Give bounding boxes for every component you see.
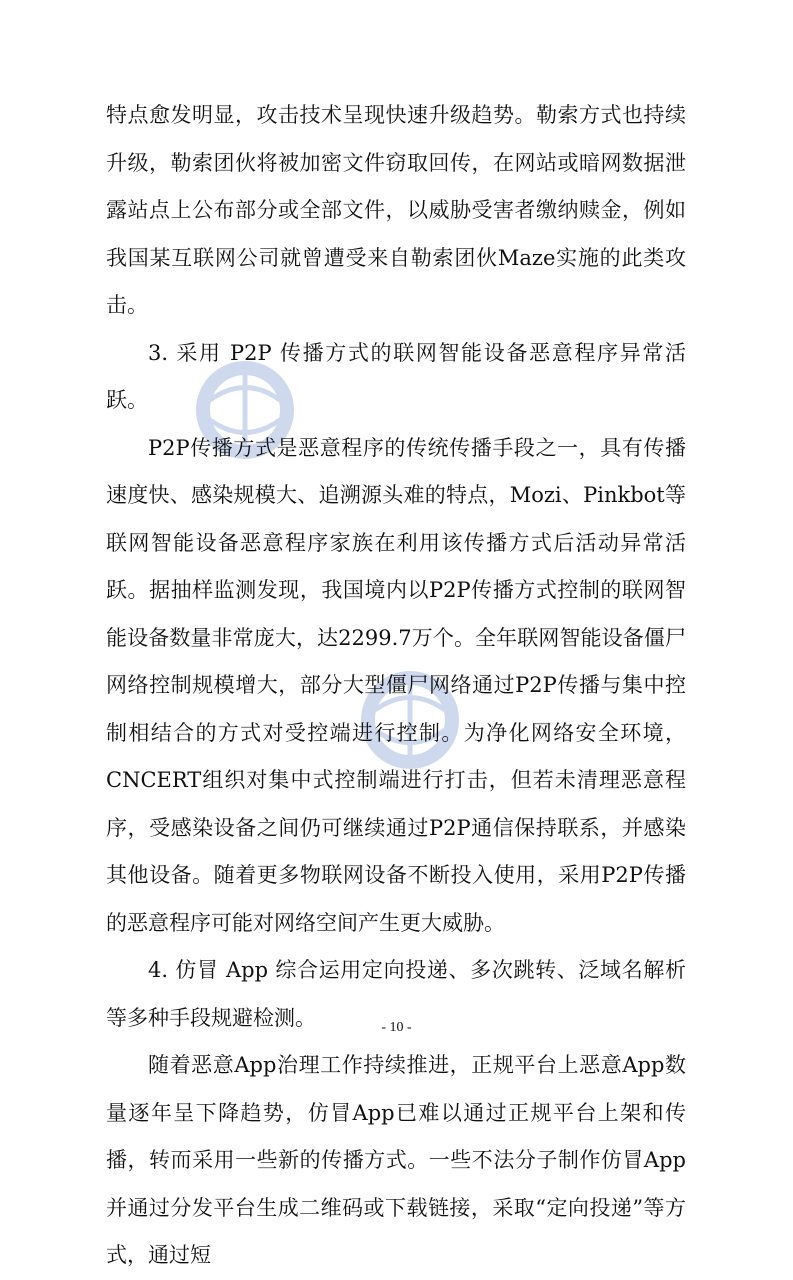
document-body [106,92,686,1280]
paragraph-2: P2P传播方式是恶意程序的传统传播手段之一，具有传播速度快、感染规模大、追溯源头难的特点，Mozi、Pinkbot等联网智能设备恶意程序家族在利用该传播方式后活动异常活跃。据抽样监测发现，我国境内以P2P传播方式控制的联网智能设备数量非常庞大，达2299.7万个。全年联网智能设备僵尸网络控制规模增大，部分大型僵尸网络通过P2P传播与集中控制相结合的方式对受控端进行控制。为净化网络安全环境，CNCERT组织对集中式控制端进行打击，但若未清理恶意程序，受感染设备之间仍可继续通过P2P通信保持联系，并感染其他设备。随着更多物联网设备不断投入使用，采用P2P传播的恶意程序可能对网络空间产生更大威胁。 [106,435,686,935]
section-heading-3: 3. 采用 P2P 传播方式的联网智能设备恶意程序异常活跃。 [106,340,686,412]
paragraph-1: 特点愈发明显，攻击技术呈现快速升级趋势。勒索方式也持续升级，勒索团伙将被加密文件窃取回传，在网站或暗网数据泄露站点上公布部分或全部文件，以威胁受害者缴纳赎金，例如我国某互联网公司就曾遭受来自勒索团伙Maze实施的此类攻击。 [106,103,686,317]
page-number: - 10 - [381,1020,412,1035]
paragraph-3: 随着恶意App治理工作持续推进，正规平台上恶意App数量逐年呈下降趋势，仿冒App已难以通过正规平台上架和传播，转而采用一些新的传播方式。一些不法分子制作仿冒App并通过分发平台生成二维码或下载链接，采取“定向投递”等方式，通过短 [106,1053,686,1267]
section-heading-4: 4. 仿冒 App 综合运用定向投递、多次跳转、泛域名解析等多种手段规避检测。 [106,958,686,1030]
